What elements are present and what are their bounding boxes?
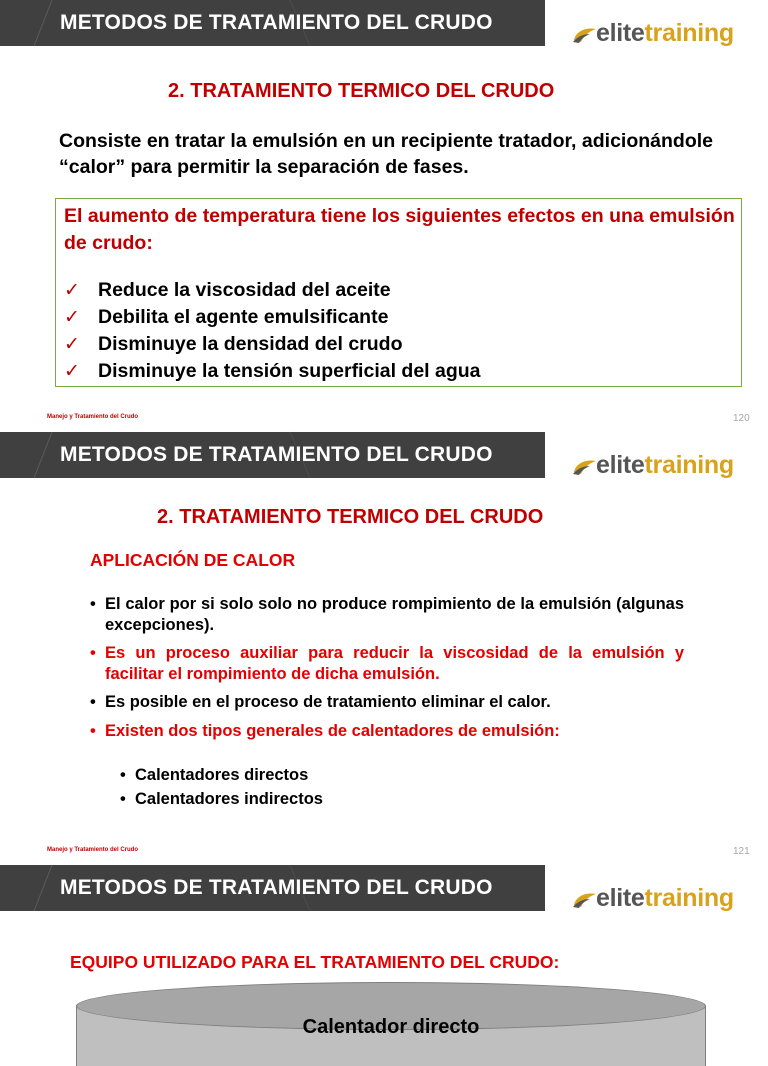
- elite-training-logo: [572, 450, 752, 484]
- elite-training-logo: [572, 883, 752, 917]
- slide-footer: Manejo y Tratamiento del Crudo: [47, 847, 139, 853]
- logo-swoosh-icon: [572, 458, 598, 476]
- effects-list: [64, 277, 481, 385]
- slide-header-bar: [0, 865, 545, 911]
- section-heading: EQUIPO UTILIZADO PARA EL TRATAMIENTO DEL CRUDO:: [70, 952, 560, 972]
- bullet-list: [90, 594, 684, 742]
- slide-subtitle: 2. TRATAMIENTO TERMICO DEL CRUDO: [157, 506, 544, 528]
- checkmark-icon: ✓: [64, 280, 80, 301]
- slide-footer: Manejo y Tratamiento del Crudo: [47, 414, 139, 420]
- slide-122: [0, 865, 768, 1038]
- list-item: • El calor por si solo solo no produce rompimiento de la emulsión (algunas excepciones).: [90, 595, 684, 634]
- logo-text: elitetraining: [596, 884, 734, 912]
- intro-paragraph: Consiste en tratar la emulsión en un recipiente tratador, adicionándole “calor” para permitir la separación de fases.: [59, 130, 713, 178]
- sub-bullet-list: [120, 763, 323, 811]
- slide-120: [0, 0, 768, 432]
- checkmark-icon: ✓: [64, 307, 80, 328]
- heater-cylinder-shape: [76, 982, 706, 1062]
- page-number: 121: [733, 846, 750, 857]
- checkmark-icon: ✓: [64, 361, 80, 382]
- cylinder-label: Calentador directo: [302, 1016, 480, 1038]
- list-item: • Es un proceso auxiliar para reducir la viscosidad de la emulsión y facilitar el rompimiento de dicha emulsión.: [90, 644, 684, 683]
- effects-intro: El aumento de temperatura tiene los siguientes efectos en una emulsión de crudo:: [64, 205, 735, 254]
- list-item: ✓ Disminuye la densidad del crudo: [64, 331, 481, 358]
- section-heading: APLICACIÓN DE CALOR: [90, 550, 296, 570]
- list-item: • Calentadores directos: [120, 766, 309, 784]
- logo-text: elitetraining: [596, 19, 734, 47]
- slide-subtitle: 2. TRATAMIENTO TERMICO DEL CRUDO: [168, 80, 555, 102]
- list-item: ✓ Reduce la viscosidad del aceite: [64, 277, 481, 304]
- checkmark-icon: ✓: [64, 334, 80, 355]
- logo-text: elitetraining: [596, 451, 734, 479]
- effects-box: [55, 198, 742, 387]
- list-item: • Existen dos tipos generales de calentadores de emulsión:: [90, 722, 560, 740]
- page-number: 120: [733, 413, 750, 424]
- list-item: ✓ Disminuye la tensión superficial del agua: [64, 358, 481, 385]
- logo-swoosh-icon: [572, 891, 598, 909]
- slide-121: [0, 432, 768, 865]
- header-title: METODOS DE TRATAMIENTO DEL CRUDO: [60, 11, 493, 34]
- list-item: • Es posible en el proceso de tratamiento eliminar el calor.: [90, 693, 551, 711]
- header-title: METODOS DE TRATAMIENTO DEL CRUDO: [60, 443, 493, 466]
- slide-header-bar: [0, 0, 545, 46]
- header-title: METODOS DE TRATAMIENTO DEL CRUDO: [60, 876, 493, 899]
- slide-header-bar: [0, 432, 545, 478]
- list-item: ✓ Debilita el agente emulsificante: [64, 304, 481, 331]
- logo-swoosh-icon: [572, 26, 598, 44]
- list-item: • Calentadores indirectos: [120, 790, 323, 808]
- elite-training-logo: [572, 18, 752, 52]
